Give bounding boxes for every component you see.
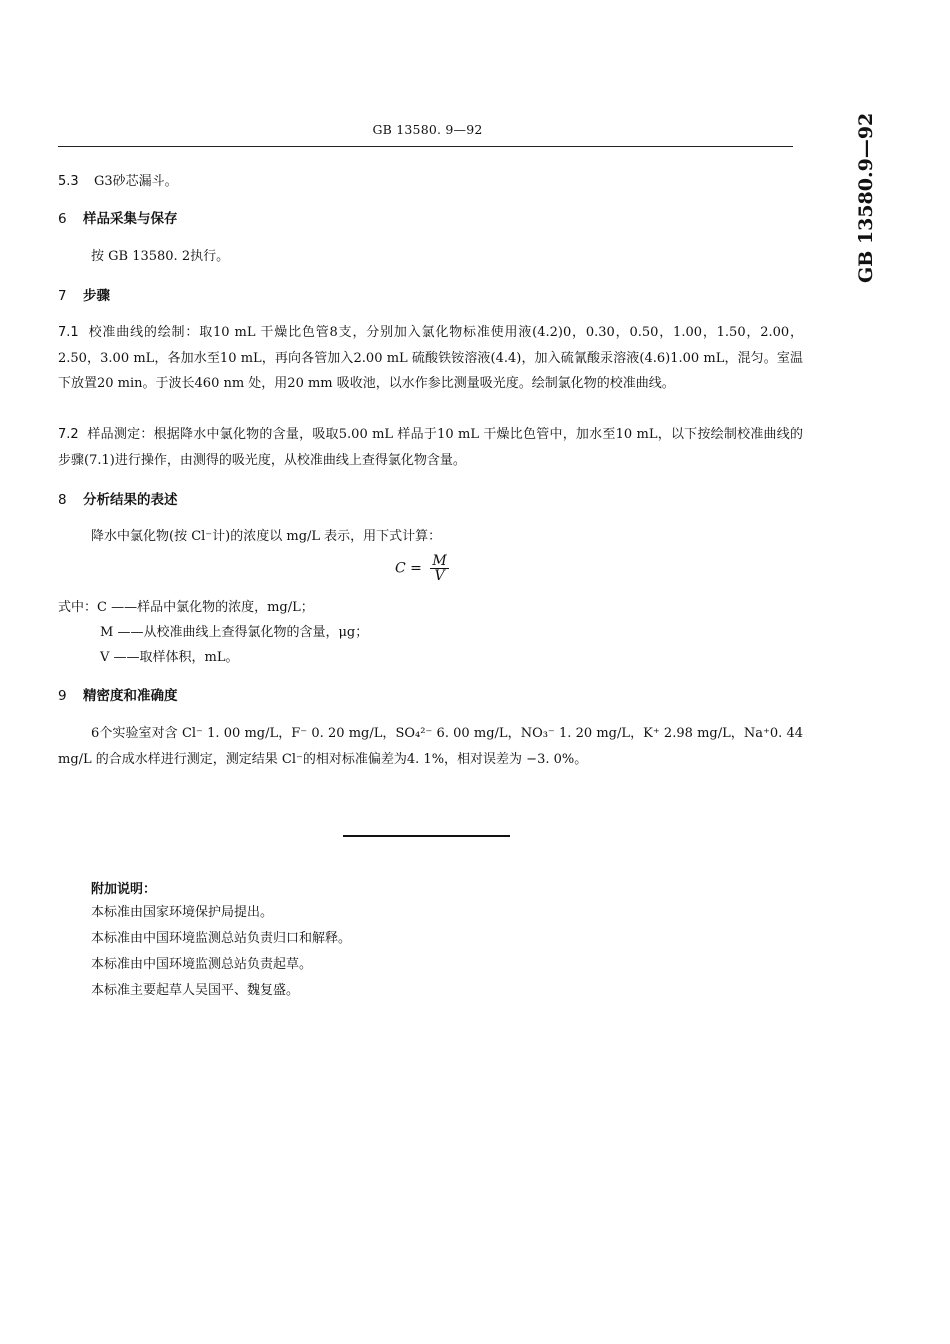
formula-denominator: V (434, 568, 445, 584)
section-6-title: 样品采集与保存 (83, 211, 178, 227)
side-standard-code: GB 13580.9—92 (855, 112, 877, 283)
concentration-formula (395, 554, 449, 583)
section-5-3-number: 5.3 (58, 174, 79, 189)
section-9-heading (58, 686, 178, 706)
where-m: M ——从校准曲线上查得氯化物的含量，μg； (100, 625, 369, 640)
section-5-3-text: G3砂芯漏斗。 (94, 174, 178, 189)
notes-line: 本标准由中国环境监测总站负责起草。 (91, 957, 313, 972)
section-8-title: 分析结果的表述 (83, 492, 178, 508)
paragraph-7-1-text: 校准曲线的绘制：取10 mL 干燥比色管8支，分别加入氯化物标准使用液(4.2)0，0.30，0.50，1.00，1.50，2.00，2.50，3.00 mL，各加水至10 mL，再向各管加入2.00 mL 硫酸铁铵溶液(4.4)，加入硫氰酸汞溶液(4.6)1.00 mL，混匀。室温下放置20 min。于波长460 nm 处，用20 mm 吸收池，以水作参比测量吸光度。绘制氯化物的校准曲线。 (58, 325, 804, 391)
paragraph-7-2 (58, 422, 803, 473)
notes-title: 附加说明： (91, 882, 157, 897)
end-divider (343, 835, 510, 837)
section-6-heading (58, 209, 178, 229)
paragraph-7-1 (58, 320, 803, 397)
section-5-3 (58, 172, 178, 192)
notes-line: 本标准主要起草人吴国平、魏复盛。 (91, 983, 300, 998)
where-c: 式中：C ——样品中氯化物的浓度，mg/L； (58, 600, 314, 615)
section-9-text: 6个实验室对含 Cl⁻ 1. 00 mg/L，F⁻ 0. 20 mg/L，SO₄²⁻ 6. 00 mg/L，NO₃⁻ 1. 20 mg/L，K⁺ 2.98 mg/L，Na⁺0. 44 mg/L 的合成水样进行测定，测定结果 Cl⁻的相对标准偏差为4. 1%，相对误差为 −3. 0%。 (58, 726, 803, 767)
where-v: V ——取样体积，mL。 (100, 650, 239, 665)
paragraph-7-1-label: 7.1 (58, 325, 79, 340)
section-7-heading (58, 286, 110, 306)
section-8-heading (58, 490, 178, 510)
section-8-number: 8 (58, 492, 67, 508)
notes-line: 本标准由国家环境保护局提出。 (91, 905, 274, 920)
formula-lhs: C = (395, 560, 422, 577)
section-6-number: 6 (58, 211, 67, 227)
section-8-intro: 降水中氯化物(按 Cl⁻计)的浓度以 mg/L 表示，用下式计算： (91, 529, 442, 544)
section-9-number: 9 (58, 688, 67, 704)
header-divider (58, 146, 793, 147)
formula-fraction (430, 554, 448, 583)
paragraph-7-2-text: 样品测定：根据降水中氯化物的含量，吸取5.00 mL 样品于10 mL 干燥比色管中，加水至10 mL，以下按绘制校准曲线的步骤(7.1)进行操作，由测得的吸光度，从校准曲线上查得氯化物含量。 (58, 427, 804, 468)
section-9-title: 精密度和准确度 (83, 688, 178, 704)
header-standard-code: GB 13580. 9—92 (372, 122, 483, 137)
section-7-number: 7 (58, 288, 67, 304)
formula-numerator: M (432, 553, 447, 569)
paragraph-7-2-label: 7.2 (58, 427, 79, 442)
notes-line: 本标准由中国环境监测总站负责归口和解释。 (91, 931, 352, 946)
section-6-text: 按 GB 13580. 2执行。 (91, 249, 230, 264)
section-7-title: 步骤 (83, 288, 110, 304)
